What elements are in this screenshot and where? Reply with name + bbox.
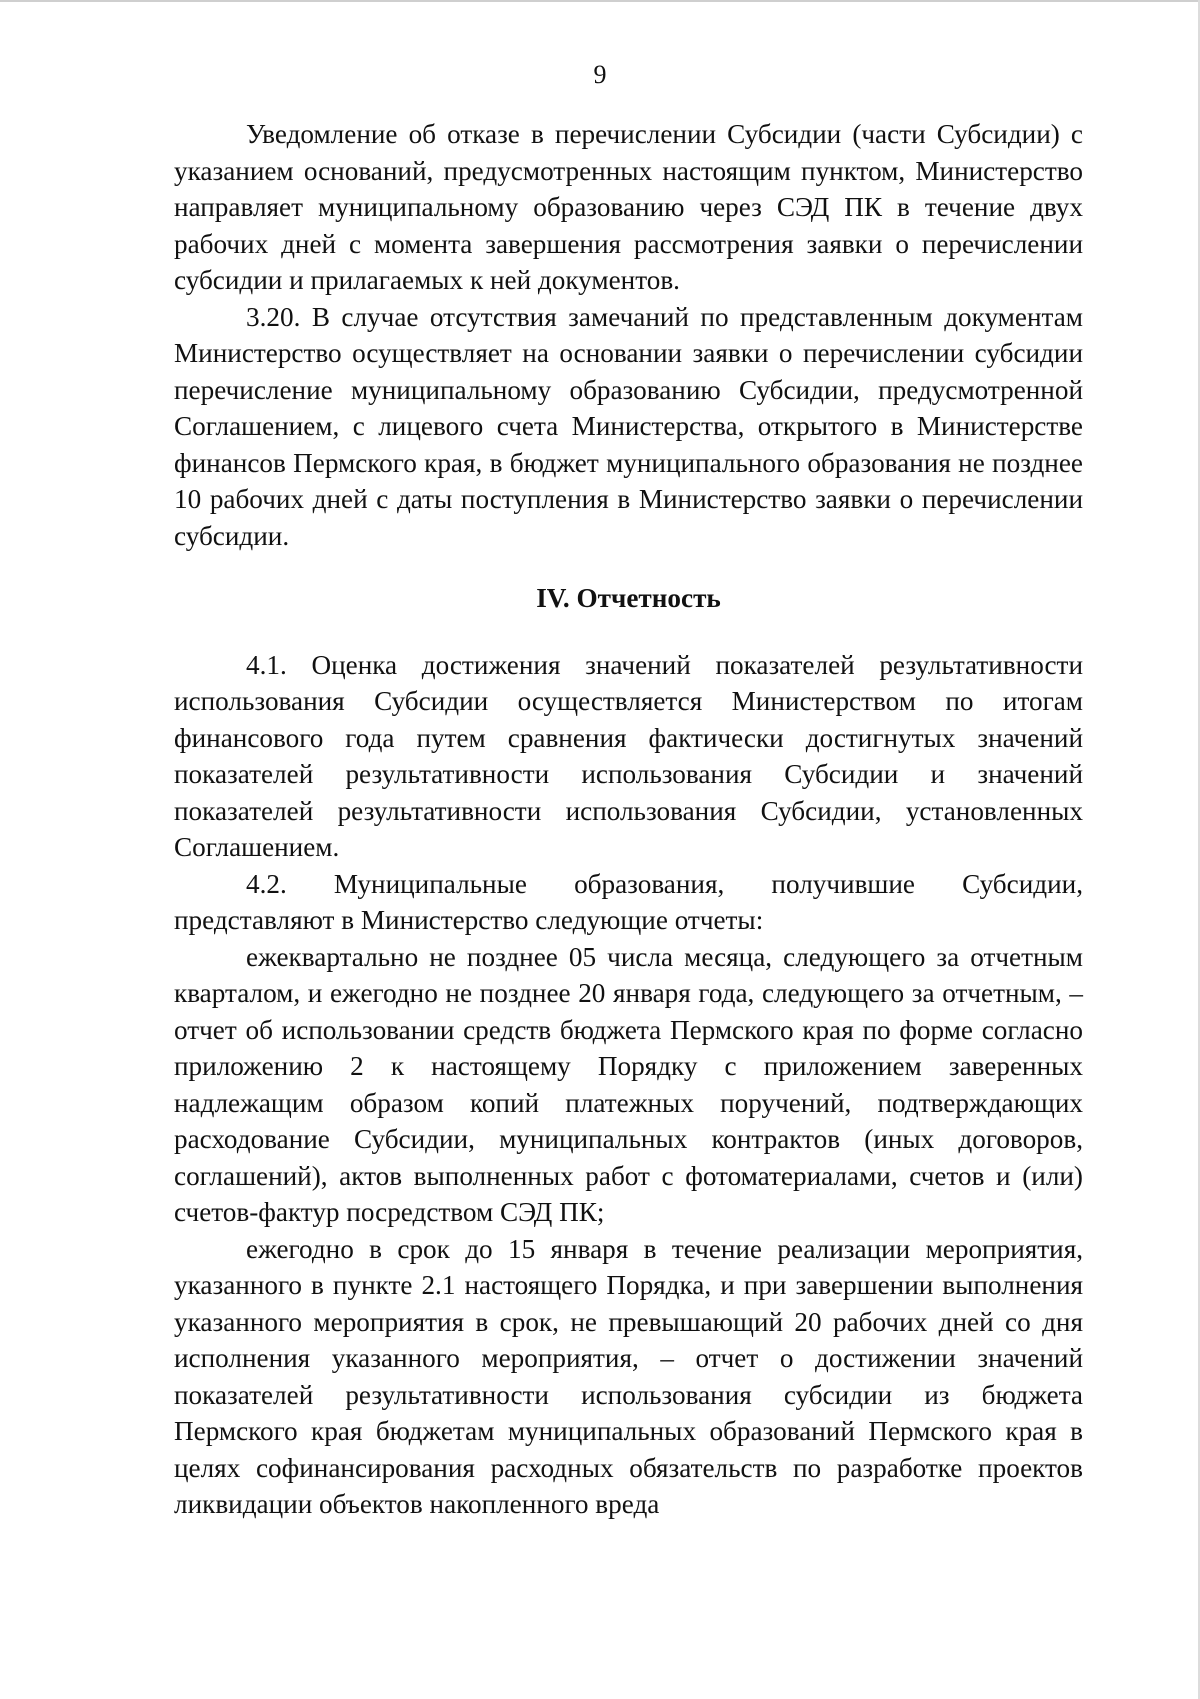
document-body (174, 116, 1083, 1523)
scan-edge-top (0, 0, 1200, 2)
paragraph-4-2: 4.2. Муниципальные образования, получившие Субсидии, представляют в Министерство следующие отчеты: (174, 868, 1083, 935)
paragraph-annual-report: ежегодно в срок до 15 января в течение реализации мероприятия, указанного в пункте 2.1 настоящего Порядка, и при завершении выполнения указанного мероприятия в срок, не превышающий 20 рабочих дней со дня исполнения указанного мероприятия, – отчет о достижении значений показателей результативности использования субсидии из бюджета Пермского края бюджетам муниципальных образований Пермского края в целях софинансирования расходных обязательств по разработке проектов ликвидации объектов накопленного вреда (174, 1233, 1083, 1519)
paragraph-4-1: 4.1. Оценка достижения значений показателей результативности использования Субсидии осуществляется Министерством по итогам финансового года путем сравнения фактически достигнутых значений показателей результативности использования Субсидии и значений показателей результативности использования Субсидии, установленных Соглашением. (174, 649, 1083, 862)
paragraph-3-20: 3.20. В случае отсутствия замечаний по представленным документам Министерство осуществляет на основании заявки о перечислении субсидии перечисление муниципальному образованию Субсидии, предусмотренной Соглашением, с лицевого счета Министерства, открытого в Министерстве финансов Пермского края, в бюджет муниципального образования не позднее 10 рабочих дней с даты поступления в Министерство заявки о перечислении субсидии. (174, 301, 1083, 551)
paragraph-refusal-notice: Уведомление об отказе в перечислении Субсидии (части Субсидии) с указанием оснований, предусмотренных настоящим пунктом, Министерство направляет муниципальному образованию через СЭД ПК в течение двух рабочих дней с момента завершения рассмотрения заявки о перечислении субсидии и прилагаемых к ней документов. (174, 119, 1083, 295)
section-heading: IV. Отчетность (536, 583, 721, 613)
page-number: 9 (593, 60, 607, 89)
paragraph-quarterly-report: ежеквартально не позднее 05 числа месяца, следующего за отчетным кварталом, и ежегодно не позднее 20 января года, следующего за отчетным, – отчет об использовании средств бюджета Пермского края по форме согласно приложению 2 к настоящему Порядку с приложением заверенных надлежащим образом копий платежных поручений, подтверждающих расходование Субсидии, муниципальных контрактов (иных договоров, соглашений), актов выполненных работ с фотоматериалами, счетов и (или) счетов-фактур посредством СЭД ПК; (174, 941, 1083, 1227)
